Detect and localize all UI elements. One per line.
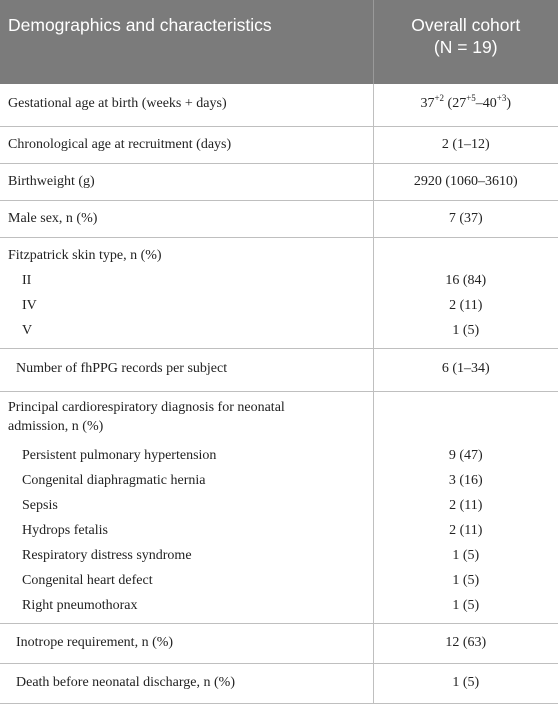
row-label-gestational-age: Gestational age at birth (weeks + days): [0, 84, 373, 112]
row-value-diagnosis-item: 9 (47): [374, 444, 558, 464]
row-label-chronological-age: Chronological age at recruitment (days): [0, 127, 373, 153]
row-value-diagnosis-item: 1 (5): [374, 569, 558, 589]
table-row: [0, 84, 558, 126]
row-label-birthweight: Birthweight (g): [0, 164, 373, 190]
table-row: [0, 594, 558, 623]
row-value-diagnosis-item: 3 (16): [374, 469, 558, 489]
table-row: [0, 163, 558, 200]
row-label-diagnosis-line2: admission, n (%): [0, 416, 373, 435]
table-row: [0, 519, 558, 544]
table-row: [0, 663, 558, 703]
row-value-chronological-age: 2 (1–12): [374, 127, 558, 153]
row-value-male-sex: 7 (37): [374, 201, 558, 227]
table-row: [0, 544, 558, 569]
row-value-diagnosis-item: 2 (11): [374, 494, 558, 514]
table-row: [0, 494, 558, 519]
row-value-skin-type: 2 (11): [374, 295, 558, 314]
row-label-death: Death before neonatal discharge, n (%): [0, 664, 373, 691]
row-value-gestational-age: $37^{+2}$ $(27^{+5}-40^{+3})$: [374, 84, 558, 112]
table-row: [0, 237, 558, 270]
table-row: [0, 126, 558, 163]
row-value-skin-type: 16 (84): [374, 270, 558, 289]
table-row: [0, 320, 558, 348]
row-label-skin-type: II: [0, 270, 373, 289]
row-label-inotrope: Inotrope requirement, n (%): [0, 624, 373, 651]
header-cohort-size: (N = 19): [374, 36, 558, 58]
row-value-birthweight: 2920 (1060–3610): [374, 164, 558, 190]
table-row: [0, 270, 558, 295]
header-overall-cohort: [373, 0, 558, 84]
table-row: [0, 295, 558, 320]
row-label-diagnosis-item: Persistent pulmonary hypertension: [0, 444, 373, 464]
row-label-diagnosis-item: Respiratory distress syndrome: [0, 544, 373, 564]
table-row: [0, 569, 558, 594]
table-row: [0, 623, 558, 663]
row-label-skin-type: IV: [0, 295, 373, 314]
table-row: [0, 469, 558, 494]
row-label-diagnosis-item: Right pneumothorax: [0, 594, 373, 614]
table-row: [0, 444, 558, 469]
table-row: [0, 200, 558, 237]
row-label-skin-type: V: [0, 320, 373, 339]
row-value-death: 1 (5): [374, 664, 558, 691]
header-overall-cohort-title: Overall cohort: [374, 14, 558, 36]
row-value-diagnosis-item: 2 (11): [374, 519, 558, 539]
header-characteristics: Demographics and characteristics: [0, 0, 373, 84]
row-label-diagnosis-item: Congenital diaphragmatic hernia: [0, 469, 373, 489]
table-row: [0, 348, 558, 391]
table-row: [0, 391, 558, 444]
table-header: [0, 0, 558, 84]
row-label-fhppg-records: Number of fhPPG records per subject: [0, 349, 373, 377]
row-label-diagnosis-item: Congenital heart defect: [0, 569, 373, 589]
row-label-fitzpatrick: Fitzpatrick skin type, n (%): [0, 238, 373, 264]
row-value-diagnosis-item: 1 (5): [374, 544, 558, 564]
row-label-diagnosis-item: Hydrops fetalis: [0, 519, 373, 539]
row-label-diagnosis-line1: Principal cardiorespiratory diagnosis for neonatal: [0, 392, 373, 416]
row-value-diagnosis-item: 1 (5): [374, 594, 558, 614]
row-label-diagnosis-item: Sepsis: [0, 494, 373, 514]
row-value-inotrope: 12 (63): [374, 624, 558, 651]
row-value-fhppg-records: 6 (1–34): [374, 349, 558, 377]
row-label-male-sex: Male sex, n (%): [0, 201, 373, 227]
row-value-skin-type: 1 (5): [374, 320, 558, 339]
